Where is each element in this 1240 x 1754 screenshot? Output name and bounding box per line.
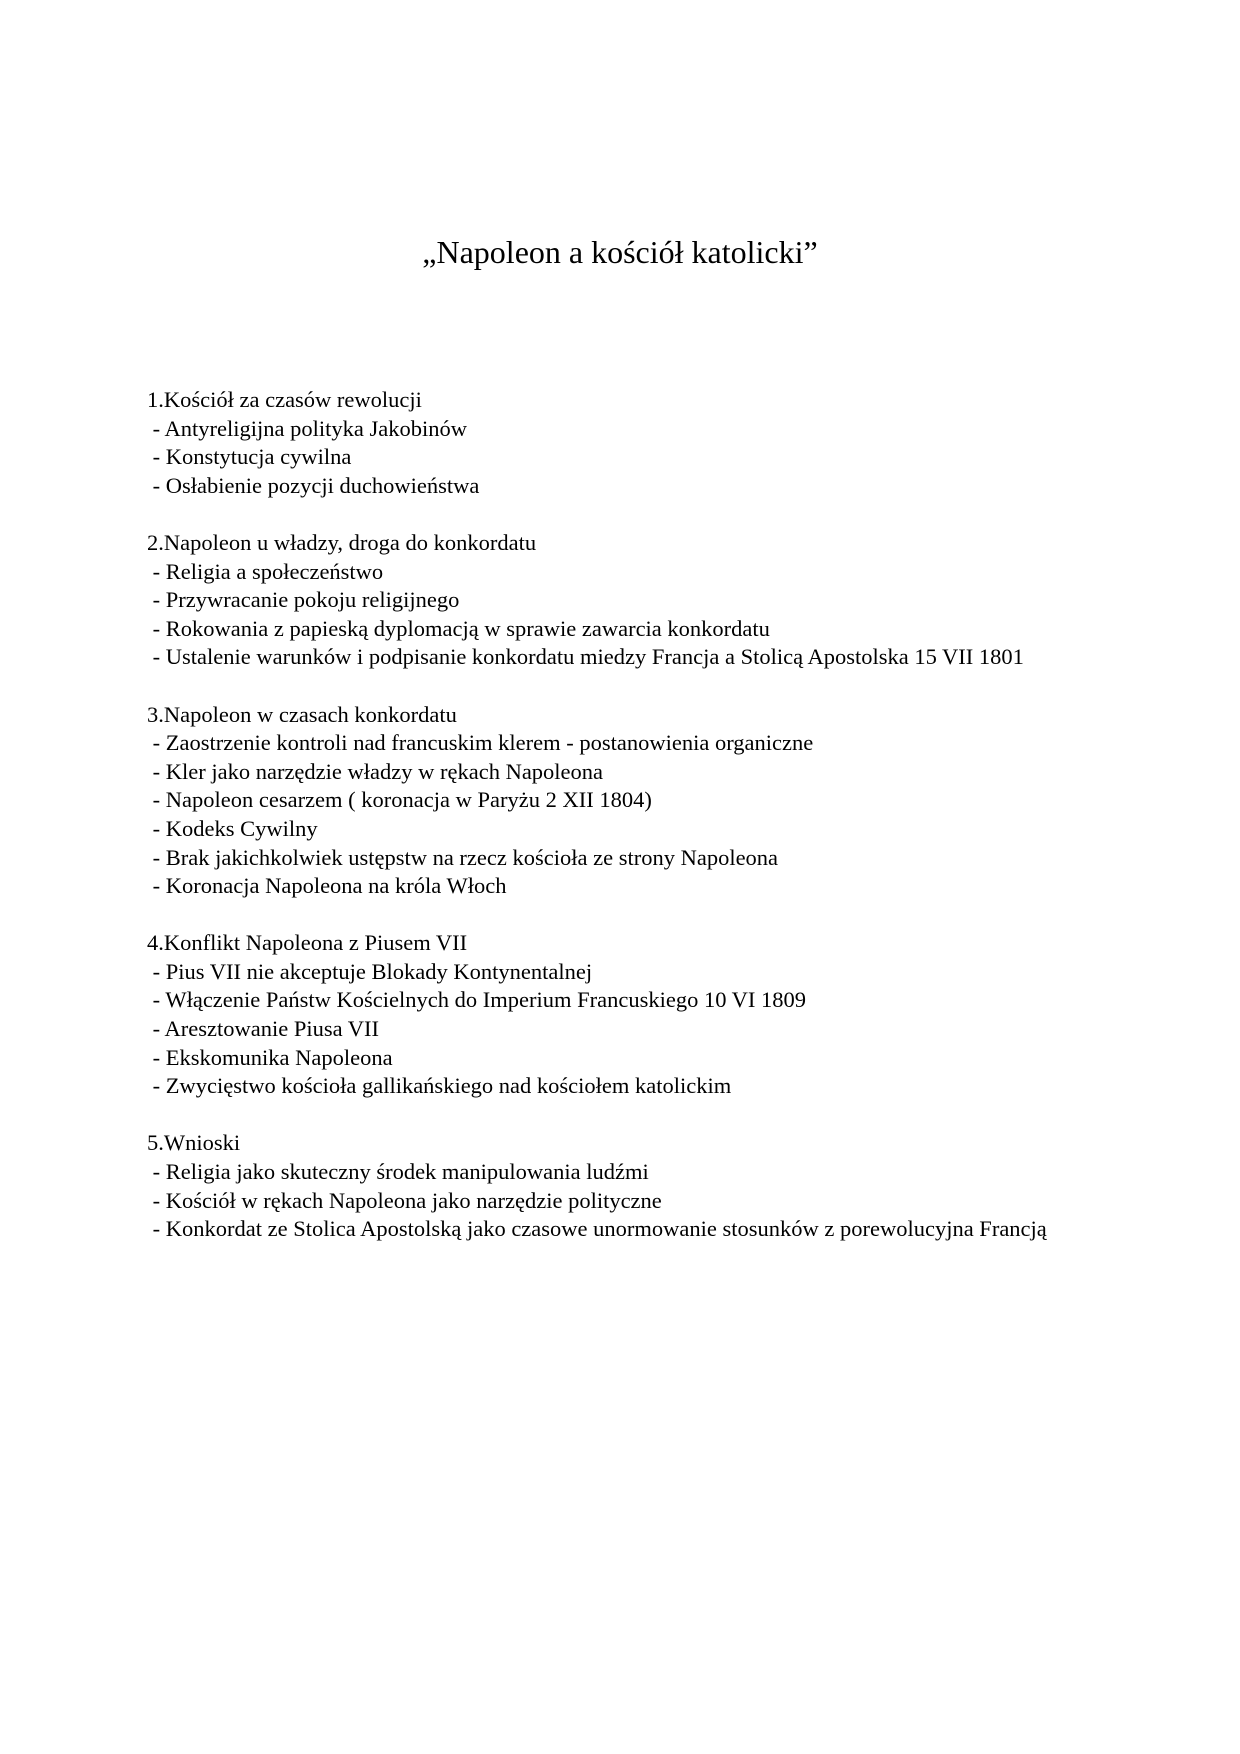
list-item xyxy=(147,415,1077,444)
dash-bullet: - xyxy=(147,615,166,641)
list-item-text: Przywracanie pokoju religijnego xyxy=(165,587,460,613)
list-item xyxy=(147,1158,1077,1187)
dash-bullet: - xyxy=(147,844,166,870)
list-item xyxy=(147,958,1077,987)
list-item-text: Zwycięstwo kościoła gallikańskiego nad kościołem katolickim xyxy=(165,1073,732,1099)
dash-bullet: - xyxy=(147,987,166,1013)
section-1 xyxy=(147,386,1077,500)
list-item xyxy=(147,615,1077,644)
list-item xyxy=(147,1044,1077,1073)
dash-bullet: - xyxy=(147,644,166,670)
list-item-text: Religia jako skuteczny środek manipulowania ludźmi xyxy=(165,1159,649,1185)
dash-bullet: - xyxy=(147,415,165,441)
list-item-text: Kler jako narzędzie władzy w rękach Napoleona xyxy=(165,758,604,784)
dash-bullet: - xyxy=(147,1016,165,1042)
list-item xyxy=(147,786,1077,815)
section-heading: 4.Konflikt Napoleona z Piusem VII xyxy=(147,930,468,956)
dash-bullet: - xyxy=(147,1159,166,1185)
bullet-list xyxy=(147,958,1077,1101)
list-item-text: Kodeks Cywilny xyxy=(165,815,318,841)
bullet-list xyxy=(147,415,1077,501)
list-item xyxy=(147,758,1077,787)
bullet-list xyxy=(147,558,1077,672)
dash-bullet: - xyxy=(147,787,166,813)
list-item xyxy=(147,1072,1077,1101)
dash-bullet: - xyxy=(147,587,166,613)
section-4 xyxy=(147,929,1077,1101)
document-body xyxy=(147,386,1077,1272)
list-item-text: Napoleon cesarzem ( koronacja w Paryżu 2 XII 1804) xyxy=(165,787,652,813)
list-item xyxy=(147,1015,1077,1044)
dash-bullet: - xyxy=(147,1216,166,1242)
dash-bullet: - xyxy=(147,815,166,841)
list-item-text: Konkordat ze Stolica Apostolską jako czasowe unormowanie stosunków z porewolucyjna Francją xyxy=(165,1216,1047,1242)
document-title: „Napoleon a kościół katolicki” xyxy=(422,234,818,270)
section-5 xyxy=(147,1129,1077,1243)
dash-bullet: - xyxy=(147,1187,166,1213)
list-item xyxy=(147,1187,1077,1216)
dash-bullet: - xyxy=(147,558,166,584)
section-2 xyxy=(147,529,1077,672)
list-item xyxy=(147,872,1077,901)
dash-bullet: - xyxy=(147,472,166,498)
list-item-text: Aresztowanie Piusa VII xyxy=(164,1016,380,1042)
section-heading: 5.Wnioski xyxy=(147,1130,241,1156)
dash-bullet: - xyxy=(147,1073,166,1099)
list-item-text: Rokowania z papieską dyplomacją w sprawie zawarcia konkordatu xyxy=(165,615,770,641)
section-heading: 3.Napoleon w czasach konkordatu xyxy=(147,701,457,727)
list-item xyxy=(147,815,1077,844)
dash-bullet: - xyxy=(147,873,166,899)
list-item-text: Pius VII nie akceptuje Blokady Kontynentalnej xyxy=(165,958,593,984)
list-item-text: Religia a społeczeństwo xyxy=(165,558,384,584)
section-heading: 1.Kościół za czasów rewolucji xyxy=(147,387,422,412)
dash-bullet: - xyxy=(147,758,166,784)
dash-bullet: - xyxy=(147,1044,166,1070)
list-item xyxy=(147,443,1077,472)
list-item xyxy=(147,643,1077,672)
section-heading: 2.Napoleon u władzy, droga do konkordatu xyxy=(147,529,537,555)
list-item-text: Konstytucja cywilna xyxy=(165,444,352,470)
list-item-text: Zaostrzenie kontroli nad francuskim klerem - postanowienia organiczne xyxy=(165,730,814,756)
list-item-text: Antyreligijna polityka Jakobinów xyxy=(164,415,467,441)
section-3 xyxy=(147,701,1077,901)
list-item-text: Kościół w rękach Napoleona jako narzędzie polityczne xyxy=(165,1187,662,1213)
dash-bullet: - xyxy=(147,444,166,470)
dash-bullet: - xyxy=(147,730,166,756)
list-item-text: Ustalenie warunków i podpisanie konkordatu miedzy Francja a Stolicą Apostolska 15 VII 1801 xyxy=(165,644,1024,670)
list-item-text: Brak jakichkolwiek ustępstw na rzecz kościoła ze strony Napoleona xyxy=(165,844,779,870)
list-item-text: Koronacja Napoleona na króla Włoch xyxy=(165,873,507,899)
list-item xyxy=(147,729,1077,758)
list-item xyxy=(147,472,1077,501)
bullet-list xyxy=(147,1158,1077,1244)
list-item xyxy=(147,586,1077,615)
list-item-text: Włączenie Państw Kościelnych do Imperium Francuskiego 10 VI 1809 xyxy=(165,987,807,1013)
dash-bullet: - xyxy=(147,958,166,984)
list-item-text: Osłabienie pozycji duchowieństwa xyxy=(165,472,480,498)
list-item-text: Ekskomunika Napoleona xyxy=(165,1044,393,1070)
list-item xyxy=(147,986,1077,1015)
list-item xyxy=(147,844,1077,873)
bullet-list xyxy=(147,729,1077,901)
list-item xyxy=(147,1215,1077,1244)
list-item xyxy=(147,558,1077,587)
